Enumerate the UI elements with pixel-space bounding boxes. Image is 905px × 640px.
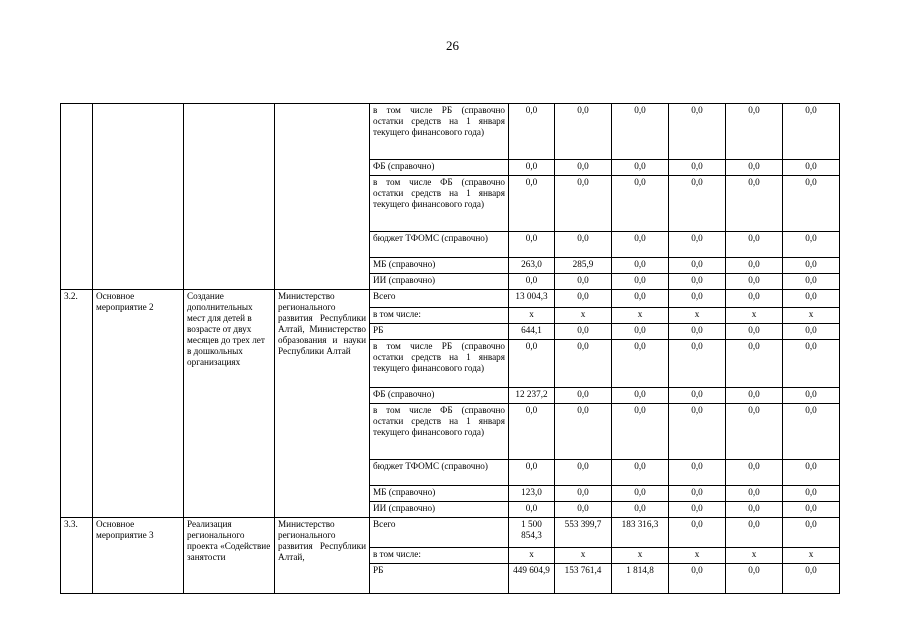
value-cell: 0,0 — [783, 104, 840, 160]
value-cell: 0,0 — [509, 104, 555, 160]
value-cell: 0,0 — [726, 274, 783, 290]
value-cell: 0,0 — [669, 564, 726, 594]
value-cell: 1 814,8 — [612, 564, 669, 594]
value-cell: 0,0 — [669, 258, 726, 274]
executor-cell — [275, 104, 370, 290]
value-cell: 0,0 — [509, 274, 555, 290]
value-cell: 0,0 — [669, 232, 726, 258]
value-cell: 0,0 — [612, 160, 669, 176]
value-cell: 0,0 — [669, 518, 726, 548]
value-cell: 0,0 — [509, 460, 555, 486]
value-cell: 12 237,2 — [509, 388, 555, 404]
value-cell: 0,0 — [726, 104, 783, 160]
value-cell: 0,0 — [612, 404, 669, 460]
value-cell: 0,0 — [555, 324, 612, 340]
activity-name: Основное мероприятие 2 — [93, 290, 184, 518]
source-cell: МБ (справочно) — [370, 258, 509, 274]
value-cell: 0,0 — [612, 274, 669, 290]
value-cell: 0,0 — [726, 258, 783, 274]
value-cell: 0,0 — [726, 176, 783, 232]
value-cell: 0,0 — [555, 404, 612, 460]
value-cell: 0,0 — [669, 388, 726, 404]
value-cell: 0,0 — [555, 176, 612, 232]
value-cell: 0,0 — [612, 340, 669, 388]
value-cell: 0,0 — [509, 160, 555, 176]
value-cell: 0,0 — [612, 258, 669, 274]
source-cell: в том числе: — [370, 548, 509, 564]
value-cell: 0,0 — [783, 176, 840, 232]
activity-number: 3.3. — [61, 518, 93, 594]
value-cell: 0,0 — [555, 104, 612, 160]
value-cell: 1 500 854,3 — [509, 518, 555, 548]
activity-executor: Министерство регионального развития Республики Алтай, Министерство образования и науки Республики Алтай — [275, 290, 370, 518]
source-cell: РБ — [370, 324, 509, 340]
value-cell: 0,0 — [509, 340, 555, 388]
value-cell: 0,0 — [726, 290, 783, 308]
table-row — [61, 518, 840, 548]
source-cell: в том числе РБ (справочно остатки средств на 1 января текущего финансового года) — [370, 340, 509, 388]
activity-description: Реализация регионального проекта «Содействие занятости — [184, 518, 275, 594]
value-cell: х — [509, 308, 555, 324]
value-cell: 0,0 — [612, 486, 669, 502]
value-cell: х — [612, 548, 669, 564]
value-cell: 183 316,3 — [612, 518, 669, 548]
value-cell: 0,0 — [555, 340, 612, 388]
value-cell: х — [612, 308, 669, 324]
value-cell: х — [555, 308, 612, 324]
value-cell: 0,0 — [669, 340, 726, 388]
value-cell: 0,0 — [783, 502, 840, 518]
value-cell: 0,0 — [669, 290, 726, 308]
value-cell: 0,0 — [555, 502, 612, 518]
value-cell: 0,0 — [726, 404, 783, 460]
source-cell: в том числе ФБ (справочно остатки средств на 1 января текущего финансового года) — [370, 404, 509, 460]
value-cell: 0,0 — [669, 104, 726, 160]
value-cell: 0,0 — [726, 388, 783, 404]
page-number: 26 — [446, 38, 459, 53]
value-cell: 0,0 — [555, 232, 612, 258]
value-cell: 644,1 — [509, 324, 555, 340]
value-cell: 0,0 — [726, 460, 783, 486]
value-cell: 0,0 — [726, 160, 783, 176]
value-cell: 123,0 — [509, 486, 555, 502]
source-cell: ИИ (справочно) — [370, 274, 509, 290]
source-cell: бюджет ТФОМС (справочно) — [370, 460, 509, 486]
value-cell: 0,0 — [783, 258, 840, 274]
value-cell: 0,0 — [726, 564, 783, 594]
value-cell: 0,0 — [783, 274, 840, 290]
value-cell: х — [783, 308, 840, 324]
source-cell: бюджет ТФОМС (справочно) — [370, 232, 509, 258]
value-cell: 0,0 — [783, 160, 840, 176]
value-cell: 0,0 — [612, 460, 669, 486]
value-cell: 0,0 — [783, 460, 840, 486]
source-cell: МБ (справочно) — [370, 486, 509, 502]
value-cell: 0,0 — [509, 404, 555, 460]
value-cell: 0,0 — [612, 502, 669, 518]
value-cell: 0,0 — [726, 502, 783, 518]
value-cell: 0,0 — [612, 324, 669, 340]
number-cell — [61, 104, 93, 290]
value-cell: 0,0 — [555, 460, 612, 486]
value-cell: 0,0 — [669, 460, 726, 486]
value-cell: 0,0 — [612, 104, 669, 160]
value-cell: 263,0 — [509, 258, 555, 274]
activity-description: Создание дополнительных мест для детей в возрасте от двух месяцев до трех лет в дошкольных организациях — [184, 290, 275, 518]
value-cell: 0,0 — [555, 486, 612, 502]
value-cell: 0,0 — [783, 232, 840, 258]
value-cell: 0,0 — [783, 388, 840, 404]
value-cell: 0,0 — [612, 388, 669, 404]
source-cell: в том числе РБ (справочно остатки средств на 1 января текущего финансового года) — [370, 104, 509, 160]
description-cell — [184, 104, 275, 290]
table-row — [61, 104, 840, 160]
value-cell: 0,0 — [783, 486, 840, 502]
value-cell: 0,0 — [612, 290, 669, 308]
value-cell: 0,0 — [555, 160, 612, 176]
value-cell: 0,0 — [509, 232, 555, 258]
value-cell: 0,0 — [783, 290, 840, 308]
value-cell: 553 399,7 — [555, 518, 612, 548]
value-cell: 0,0 — [509, 502, 555, 518]
value-cell: 449 604,9 — [509, 564, 555, 594]
value-cell: 0,0 — [612, 232, 669, 258]
value-cell: 0,0 — [669, 324, 726, 340]
value-cell: 0,0 — [669, 502, 726, 518]
value-cell: 0,0 — [726, 518, 783, 548]
value-cell: 0,0 — [726, 232, 783, 258]
activity-name: Основное мероприятие 3 — [93, 518, 184, 594]
value-cell: 0,0 — [669, 176, 726, 232]
name-cell — [93, 104, 184, 290]
source-cell: РБ — [370, 564, 509, 594]
value-cell: 0,0 — [726, 340, 783, 388]
activity-number: 3.2. — [61, 290, 93, 518]
value-cell: 0,0 — [555, 290, 612, 308]
value-cell: 0,0 — [669, 274, 726, 290]
source-cell: Всего — [370, 518, 509, 548]
value-cell: 0,0 — [669, 486, 726, 502]
value-cell: 0,0 — [555, 388, 612, 404]
source-cell: ФБ (справочно) — [370, 388, 509, 404]
value-cell: 0,0 — [669, 404, 726, 460]
source-cell: ИИ (справочно) — [370, 502, 509, 518]
source-cell: Всего — [370, 290, 509, 308]
value-cell: 0,0 — [783, 340, 840, 388]
value-cell: 13 004,3 — [509, 290, 555, 308]
source-cell: в том числе: — [370, 308, 509, 324]
value-cell: 0,0 — [726, 324, 783, 340]
value-cell: 0,0 — [612, 176, 669, 232]
budget-table — [60, 103, 840, 594]
value-cell: 0,0 — [555, 274, 612, 290]
value-cell: х — [669, 308, 726, 324]
source-cell: ФБ (справочно) — [370, 160, 509, 176]
value-cell: 0,0 — [783, 324, 840, 340]
value-cell: х — [783, 548, 840, 564]
table-row — [61, 290, 840, 308]
value-cell: 0,0 — [669, 160, 726, 176]
value-cell: 0,0 — [783, 518, 840, 548]
value-cell: х — [555, 548, 612, 564]
value-cell: 285,9 — [555, 258, 612, 274]
value-cell: 0,0 — [509, 176, 555, 232]
value-cell: х — [509, 548, 555, 564]
value-cell: 0,0 — [783, 564, 840, 594]
value-cell: х — [726, 548, 783, 564]
source-cell: в том числе ФБ (справочно остатки средств на 1 января текущего финансового года) — [370, 176, 509, 232]
activity-executor: Министерство регионального развития Республики Алтай, — [275, 518, 370, 594]
value-cell: 0,0 — [726, 486, 783, 502]
value-cell: 0,0 — [783, 404, 840, 460]
value-cell: х — [726, 308, 783, 324]
value-cell: 153 761,4 — [555, 564, 612, 594]
value-cell: х — [669, 548, 726, 564]
